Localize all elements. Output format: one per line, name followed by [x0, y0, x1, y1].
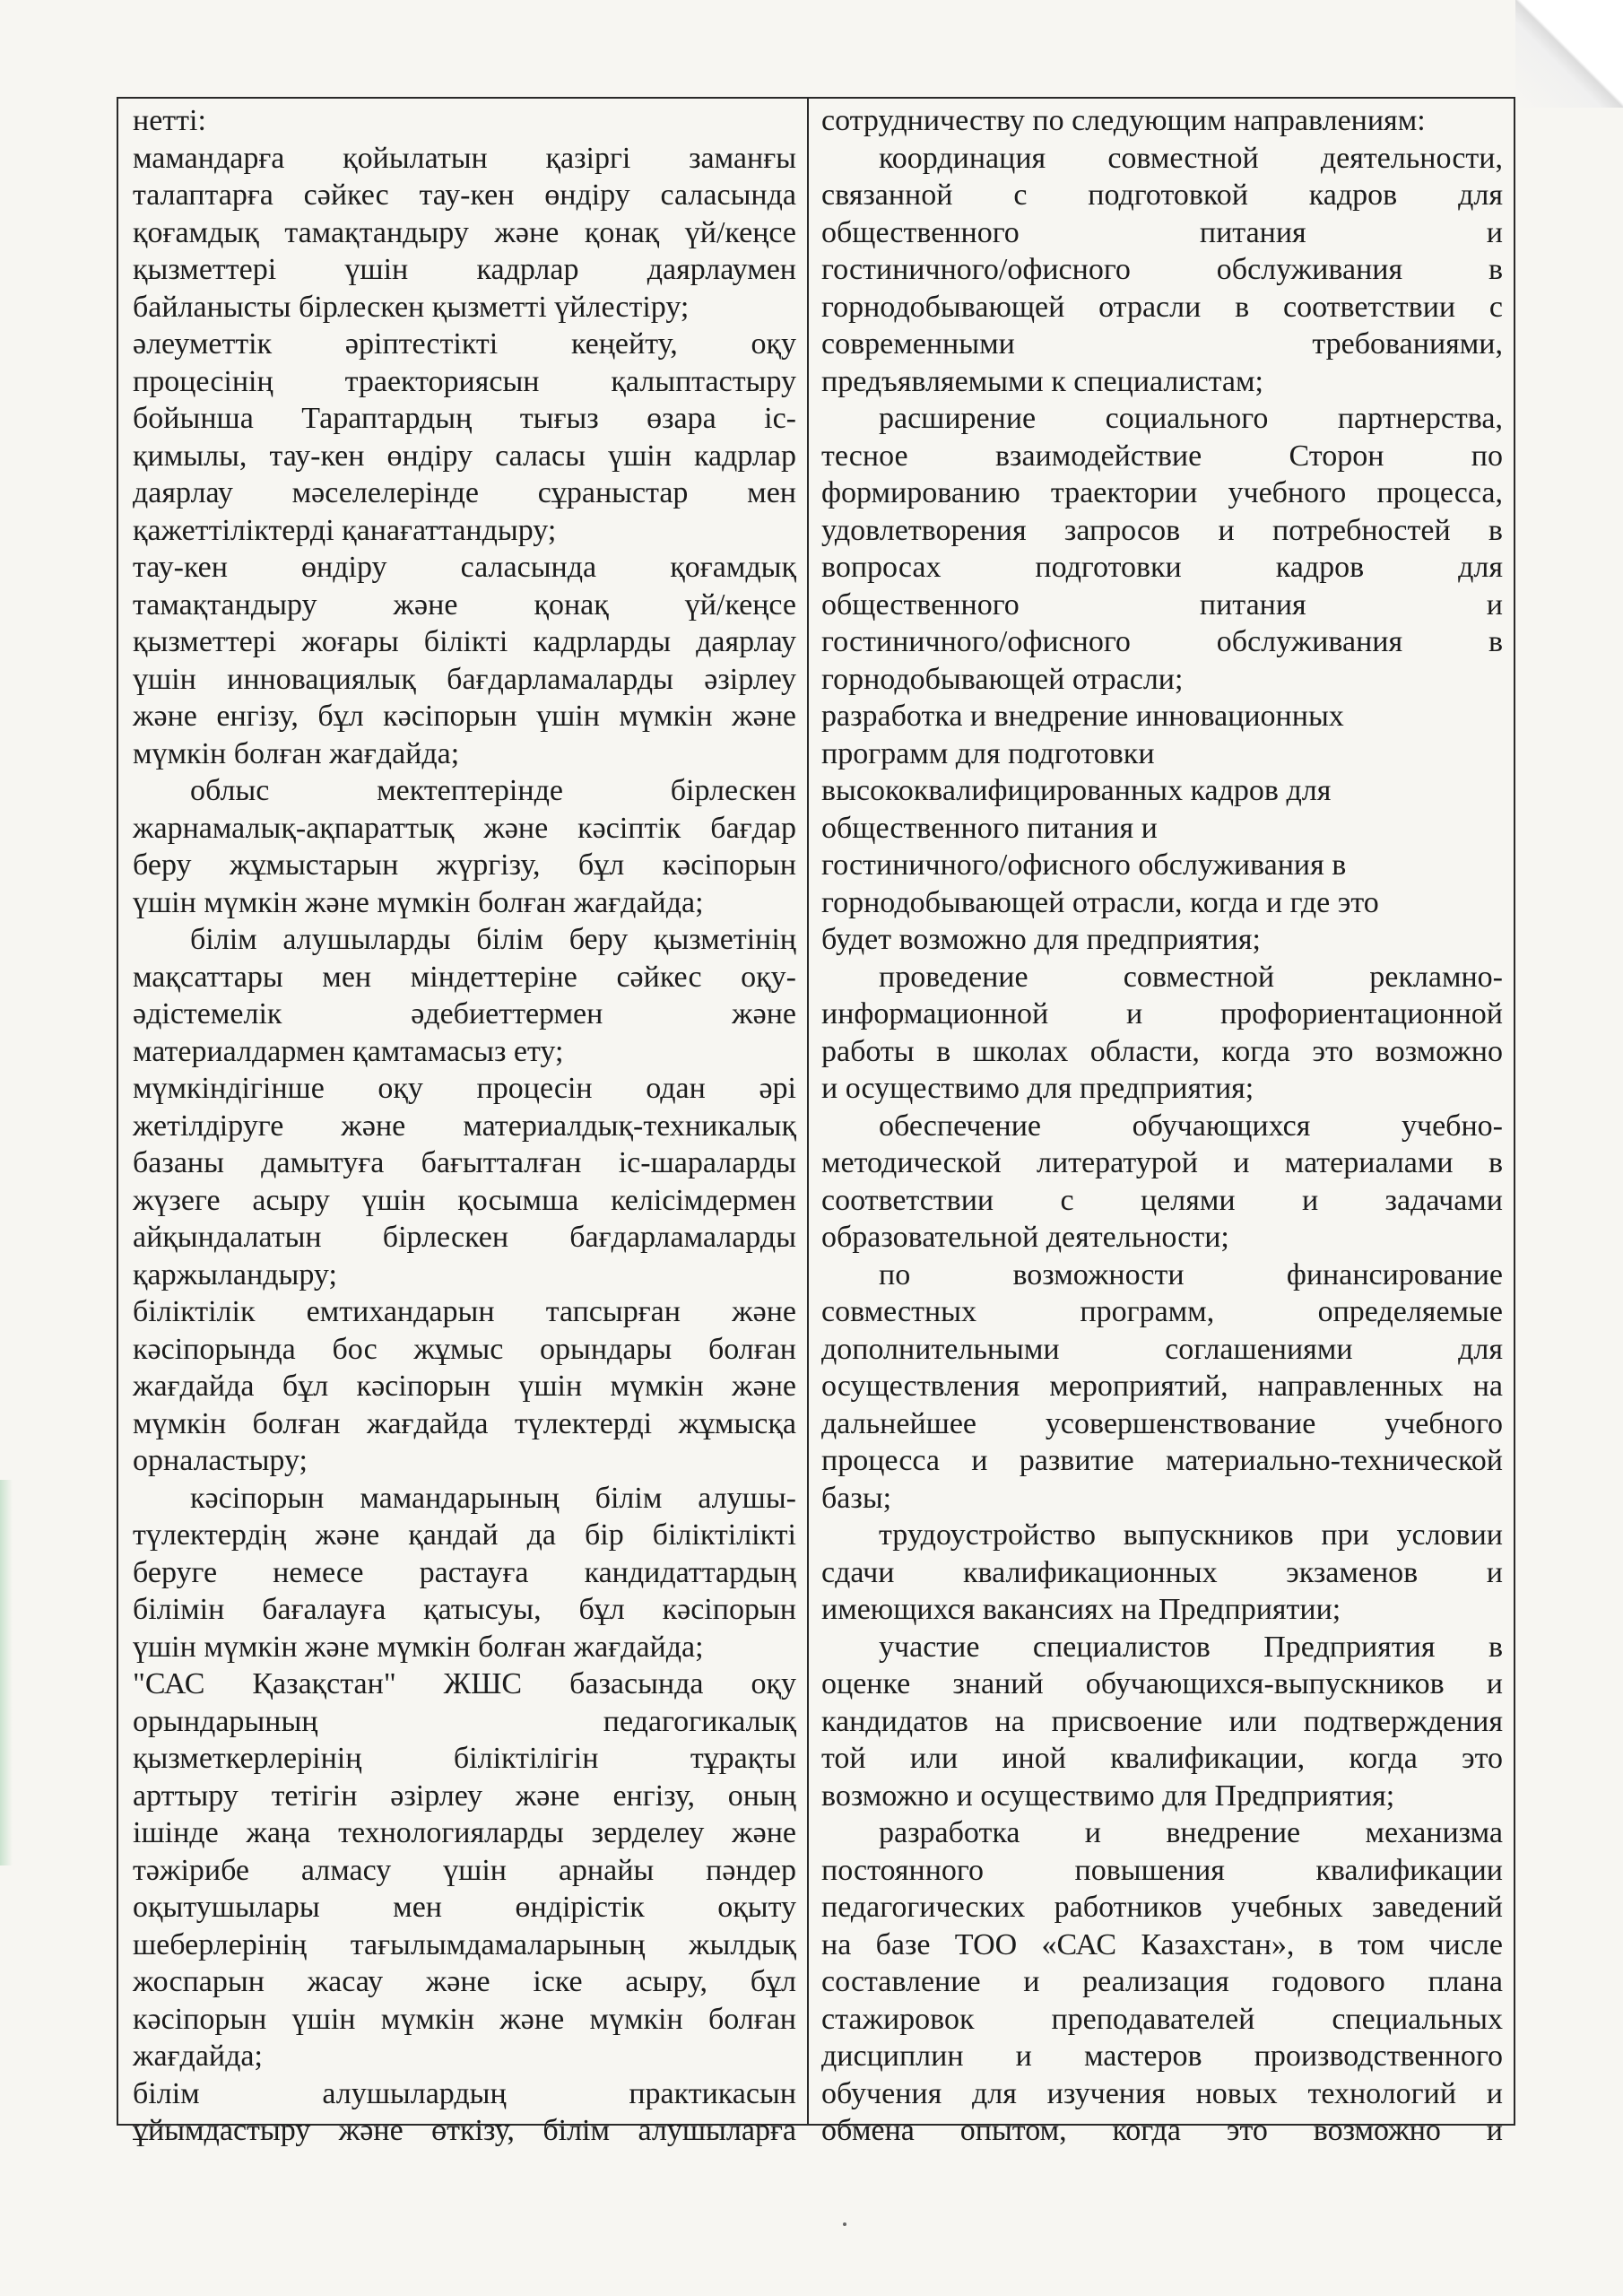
left-column-line: жарнамалық-ақпараттық және кәсіптік бағдар: [133, 811, 796, 845]
left-column-line: қаржыландыру;: [133, 1257, 337, 1292]
left-column-line: үшін мүмкін және мүмкін болған жағдайда;: [133, 885, 704, 919]
left-column-line: мамандарға қойылатын қазіргі заманғы: [133, 141, 796, 175]
left-column-line: мүмкіндігінше оқу процесін одан әрі: [133, 1072, 796, 1105]
right-column-line: будет возможно для предприятия;: [821, 923, 1261, 956]
left-column-line: үшін мүмкін және мүмкін болған жағдайда;: [133, 1630, 704, 1664]
left-column-line: білім алушыларды білім беру қызметінің: [190, 923, 796, 956]
kazakh-column: [118, 99, 809, 2147]
right-column-line: образовательной деятельности;: [821, 1221, 1229, 1254]
right-column-line: и осуществимо для предприятия;: [821, 1072, 1254, 1105]
left-column-line: беруге немесе растауға кандидаттардың: [133, 1555, 796, 1589]
right-column-line: формированию траектории учебного процесса,: [821, 476, 1503, 509]
left-column-line: базаны дамытуға бағытталған іс-шараларды: [133, 1146, 796, 1179]
right-column-line: горнодобывающей отрасли, когда и где это: [821, 885, 1379, 919]
right-column-line: педагогических работников учебных заведений: [821, 1891, 1503, 1924]
left-column-line: шеберлерінің тағылымдамаларының жылдық: [133, 1927, 796, 1961]
left-column-line: білімін бағалауға қатысуы, бұл кәсіпорын: [133, 1593, 796, 1626]
right-column-line: предъявляемыми к специалистам;: [821, 364, 1263, 398]
right-column-line: возможно и осуществимо для Предприятия;: [821, 1779, 1395, 1813]
left-column-line: орындарының педагогикалық: [133, 1704, 796, 1738]
right-column-line: осуществления мероприятий, направленных на: [821, 1370, 1503, 1403]
left-column-line: тамақтандыру және қонақ үй/кеңсе: [133, 587, 796, 622]
right-column-line: вопросах подготовки кадров для: [821, 551, 1503, 584]
left-column-line: кәсіпорын үшін мүмкін және мүмкін болған: [133, 2002, 796, 2036]
left-column-line: оқытушылары мен өндірістік оқыту: [133, 1891, 796, 1924]
left-column-line: материалдармен қамтамасыз ету;: [133, 1034, 564, 1068]
right-column-line: обеспечение обучающихся учебно-: [879, 1109, 1503, 1143]
left-column-line: әдістемелік әдебиеттермен және: [133, 997, 796, 1031]
right-column-line: общественного питания и: [821, 587, 1503, 622]
left-column-line: айқындалатын бірлескен бағдарламаларды: [133, 1221, 796, 1254]
right-column-line: имеющихся вакансиях на Предприятии;: [821, 1593, 1341, 1626]
left-column-line: тау-кен өндіру саласында қоғамдық: [133, 551, 796, 584]
right-column-line: расширение социального партнерства,: [879, 402, 1503, 435]
right-column-line: стажировок преподавателей специальных: [821, 2002, 1503, 2036]
left-column-line: талаптарға сәйкес тау-кен өндіру саласында: [133, 178, 796, 212]
left-column-line: жоспарын жасау және іске асыру, бұл: [133, 1965, 796, 1998]
left-column-line: жағдайда бұл кәсіпорын үшін мүмкін және: [133, 1370, 796, 1403]
russian-column: [809, 99, 1514, 2147]
right-column-line: составление и реализация годового плана: [821, 1965, 1503, 1998]
right-column-line: по возможности финансирование: [879, 1257, 1503, 1292]
right-column-line: кандидатов на присвоение или подтверждения: [821, 1704, 1503, 1738]
left-column-line: мүмкін болған жағдайда;: [133, 736, 460, 770]
right-column-line: той или иной квалификации, когда это: [821, 1742, 1503, 1775]
right-column-line: связанной с подготовкой кадров для: [821, 178, 1503, 212]
right-column-line: дополнительными соглашениями для: [821, 1332, 1503, 1366]
right-column-line: обучения для изучения новых технологий и: [821, 2076, 1503, 2110]
right-column-line: координация совместной деятельности,: [879, 141, 1503, 175]
left-column-line: және енгізу, бұл кәсіпорын үшін мүмкін және: [133, 700, 796, 733]
left-column-line: қоғамдық тамақтандыру және қонақ үй/кеңсе: [133, 215, 796, 249]
left-column-line: қажеттіліктерді қанағаттандыру;: [133, 513, 557, 547]
right-column-line: гостиничного/офисного обслуживания в: [821, 848, 1347, 882]
right-column-line: базы;: [821, 1481, 892, 1515]
right-column-line: процесса и развитие материально-технической: [821, 1444, 1503, 1477]
left-column-line: ұйымдастыру және өткізу, білім алушыларға: [133, 2114, 796, 2147]
left-column-line: қызметтері жоғары білікті кадрларды даярлау: [133, 625, 796, 658]
left-column-line: бойынша Тараптардың тығыз өзара іс-: [133, 402, 796, 435]
left-column-line: нетті:: [133, 104, 206, 137]
right-column-line: работы в школах области, когда это возможно: [821, 1034, 1503, 1068]
left-column-line: әлеуметтік әріптестікті кеңейту, оқу: [133, 327, 796, 361]
left-column-line: "САС Қазақстан" ЖШС базасында оқу: [133, 1667, 796, 1700]
right-column-line: соответствии с целями и задачами: [821, 1183, 1503, 1217]
right-column-line: гостиничного/офисного обслуживания в: [821, 253, 1503, 286]
left-column-line: жетілдіруге және материалдық-техникалық: [133, 1109, 796, 1143]
left-column-line: үшін инновациялық бағдарламаларды әзірлеу: [133, 662, 796, 696]
right-column-line: разработка и внедрение механизма: [879, 1816, 1503, 1849]
right-column-line: дальнейшее усовершенствование учебного: [821, 1406, 1503, 1440]
left-column-line: қызметтері үшін кадрлар даярлаумен: [133, 253, 796, 286]
right-column-line: горнодобывающей отрасли в соответствии с: [821, 290, 1503, 324]
right-column-line: общественного питания и: [821, 215, 1503, 249]
right-column-line: гостиничного/офисного обслуживания в: [821, 625, 1503, 658]
right-column-line: участие специалистов Предприятия в: [879, 1630, 1503, 1664]
right-column-line: постоянного повышения квалификации: [821, 1853, 1503, 1887]
right-column-line: современными требованиями,: [821, 327, 1503, 361]
left-column-line: мүмкін болған жағдайда түлектерді жұмысқа: [133, 1406, 796, 1440]
right-column-line: совместных программ, определяемые: [821, 1295, 1503, 1328]
right-column-line: горнодобывающей отрасли;: [821, 662, 1184, 696]
right-column-line: трудоустройство выпускников при условии: [879, 1518, 1503, 1552]
left-column-line: арттыру тетігін әзірлеу және енгізу, оның: [133, 1779, 796, 1813]
left-column-line: қызметкерлерінің біліктілігін тұрақты: [133, 1742, 796, 1775]
right-column-line: обмена опытом, когда это возможно и: [821, 2114, 1503, 2147]
left-column-line: жағдайда;: [133, 2039, 263, 2073]
scan-speck: [843, 2222, 846, 2226]
left-column-line: біліктілік емтихандарын тапсырған және: [133, 1295, 796, 1328]
right-column-line: тесное взаимодействие Сторон по: [821, 439, 1503, 473]
right-column-line: проведение совместной рекламно-: [879, 960, 1503, 994]
left-column-line: түлектердің және қандай да бір біліктілікті: [133, 1518, 796, 1552]
left-column-line: облыс мектептерінде бірлескен: [190, 774, 796, 807]
left-column-line: даярлау мәселелерінде сұраныстар мен: [133, 476, 796, 509]
bilingual-agreement-table: [117, 97, 1515, 2147]
left-column-line: білім алушылардың практикасын: [133, 2076, 796, 2110]
left-column-line: орналастыру;: [133, 1444, 308, 1477]
right-column-line: сотрудничеству по следующим направлениям:: [821, 104, 1426, 137]
right-column-line: удовлетворения запросов и потребностей в: [821, 513, 1503, 547]
right-column-line: высококвалифицированных кадров для: [821, 774, 1332, 807]
scan-edge-mark: [0, 1480, 13, 1866]
left-column-line: кәсіпорын мамандарының білім алушы-: [190, 1481, 796, 1515]
right-column-line: оценке знаний обучающихся-выпускников и: [821, 1667, 1503, 1700]
left-column-line: тәжірибе алмасу үшін арнайы пәндер: [133, 1853, 796, 1887]
left-column-line: байланысты бірлескен қызметті үйлестіру;: [133, 290, 690, 324]
page-fold-corner: [1515, 0, 1623, 108]
left-column-line: жүзеге асыру үшін қосымша келісімдермен: [133, 1183, 796, 1217]
right-column-line: разработка и внедрение инновационных: [821, 700, 1344, 733]
right-column-line: дисциплин и мастеров производственного: [821, 2039, 1503, 2073]
right-column-line: программ для подготовки: [821, 736, 1155, 770]
left-column-line: процесінің траекториясын қалыптастыру: [133, 364, 796, 398]
right-column-line: общественного питания и: [821, 811, 1158, 845]
left-column-line: кәсіпорында бос жұмыс орындары болған: [133, 1332, 796, 1366]
right-column-line: методической литературой и материалами в: [821, 1146, 1503, 1179]
left-column-line: ішінде жаңа технологияларды зерделеу және: [133, 1816, 796, 1849]
left-column-line: мақсаттары мен міндеттеріне сәйкес оқу-: [133, 960, 796, 994]
left-column-line: беру жұмыстарын жүргізу, бұл кәсіпорын: [133, 848, 796, 882]
right-column-line: на базе ТОО «САС Казахстан», в том числе: [821, 1927, 1503, 1961]
right-column-line: сдачи квалификационных экзаменов и: [821, 1555, 1503, 1589]
left-column-line: қимылы, тау-кен өндіру саласы үшін кадрлар: [133, 439, 796, 473]
right-column-line: информационной и профориентационной: [821, 997, 1503, 1031]
